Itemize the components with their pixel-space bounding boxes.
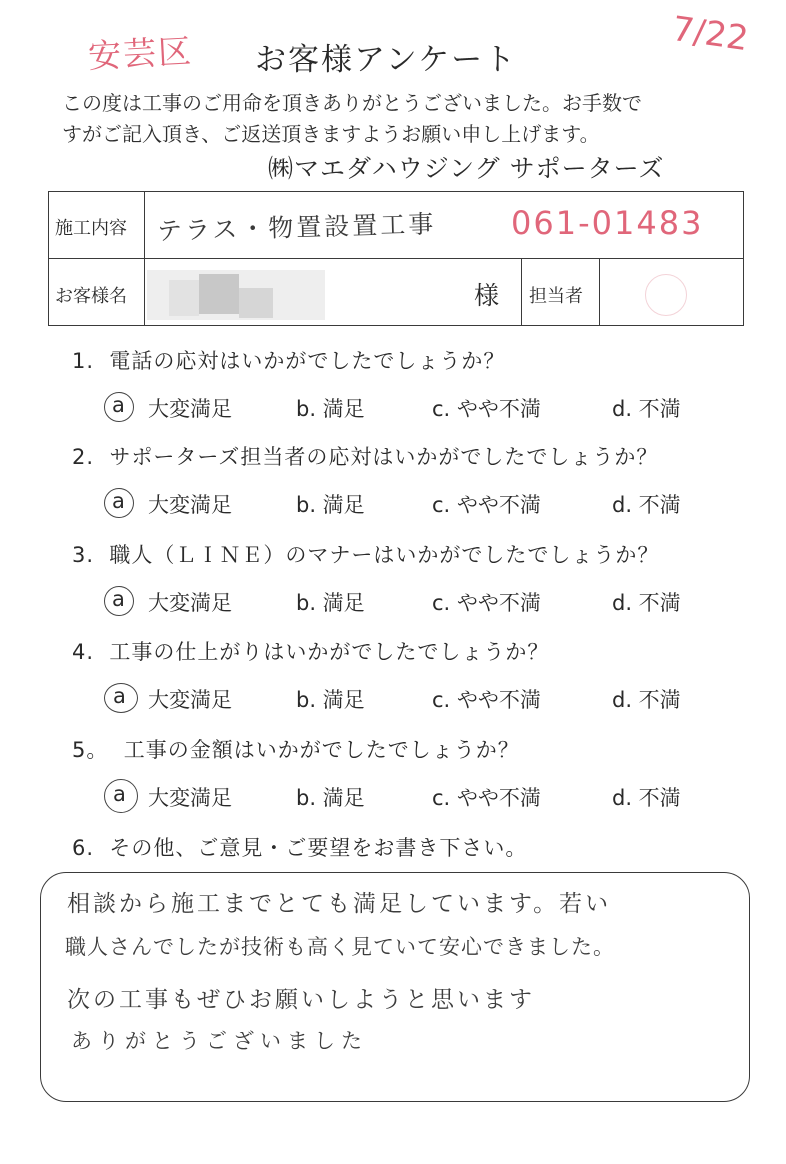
options-row-4 — [104, 683, 744, 713]
comment-line-4: ありがとうございました — [71, 1029, 368, 1053]
comment-textarea[interactable] — [40, 872, 750, 1102]
job-number: 061-01483 — [511, 204, 704, 242]
question-3: 3. 職人（ＬＩＮＥ）のマナーはいかがでしたでしょうか？ — [72, 543, 660, 567]
option-c[interactable]: c. やや不満 — [432, 786, 541, 810]
customer-label: お客様名 — [55, 286, 127, 307]
options-row-1 — [104, 392, 744, 422]
option-c[interactable]: c. やや不満 — [432, 688, 541, 712]
option-b[interactable]: b. 満足 — [296, 688, 365, 712]
option-b[interactable]: b. 満足 — [296, 591, 365, 615]
work-label: 施工内容 — [55, 218, 127, 239]
option-d[interactable]: d. 不満 — [612, 397, 681, 421]
option-a-letter[interactable]: a — [113, 684, 126, 708]
comment-line-3: 次の工事もぜひお願いしようと思います — [67, 987, 535, 1013]
option-a-letter[interactable]: a — [112, 393, 125, 417]
option-b[interactable]: b. 満足 — [296, 493, 365, 517]
option-d[interactable]: d. 不満 — [612, 688, 681, 712]
option-a[interactable]: 大変満足 — [148, 591, 232, 615]
option-a[interactable]: 大変満足 — [148, 688, 232, 712]
info-table — [48, 191, 744, 326]
option-d[interactable]: d. 不満 — [612, 493, 681, 517]
redaction-block — [199, 274, 239, 314]
comment-line-1: 相談から施工までとても満足しています。若い — [67, 891, 612, 917]
question-2: 2. サポーターズ担当者の応対はいかがでしたでしょうか？ — [72, 445, 659, 469]
date-handwritten: 7/22 — [669, 8, 751, 60]
option-a[interactable]: 大変満足 — [148, 493, 232, 517]
option-a-letter[interactable]: a — [113, 782, 126, 806]
staff-seal — [645, 274, 687, 316]
options-row-5 — [104, 781, 744, 811]
table-col-divider — [521, 258, 522, 325]
option-c[interactable]: c. やや不満 — [432, 397, 541, 421]
option-a[interactable]: 大変満足 — [148, 397, 232, 421]
option-a-letter[interactable]: a — [112, 587, 125, 611]
table-col-divider — [144, 192, 145, 325]
question-1: 1. 電話の応対はいかがでしたでしょうか？ — [72, 349, 506, 373]
table-col-divider — [599, 258, 600, 325]
district-handwritten: 安芸区 — [87, 31, 195, 76]
option-a-letter[interactable]: a — [112, 489, 125, 513]
intro-line-2: すがご記入頂き、ご返送頂きますようお願い申し上げます。 — [62, 122, 600, 146]
question-4: 4. 工事の仕上がりはいかがでしたでしょうか？ — [72, 640, 550, 664]
option-b[interactable]: b. 満足 — [296, 397, 365, 421]
company-name: ㈱マエダハウジング サポーターズ — [268, 154, 665, 183]
honorific: 様 — [474, 281, 500, 310]
question-5: 5。 工事の金額はいかがでしたでしょうか？ — [72, 738, 520, 762]
intro-line-1: この度は工事のご用命を頂きありがとうございました。お手数で — [62, 91, 642, 115]
options-row-3 — [104, 586, 744, 616]
option-c[interactable]: c. やや不満 — [432, 493, 541, 517]
intro-text — [62, 88, 742, 150]
work-value[interactable]: テラス・物置設置工事 — [156, 209, 437, 246]
table-row-divider — [49, 258, 743, 259]
option-d[interactable]: d. 不満 — [612, 786, 681, 810]
comment-line-2: 職人さんでしたが技術も高く見ていて安心できました。 — [65, 935, 615, 959]
option-c[interactable]: c. やや不満 — [432, 591, 541, 615]
option-a[interactable]: 大変満足 — [148, 786, 232, 810]
staff-label: 担当者 — [529, 286, 583, 307]
option-d[interactable]: d. 不満 — [612, 591, 681, 615]
redaction-block — [169, 280, 199, 316]
option-b[interactable]: b. 満足 — [296, 786, 365, 810]
options-row-2 — [104, 488, 744, 518]
question-6: 6. その他、ご意見・ご要望をお書き下さい。 — [72, 836, 528, 860]
redaction-block — [239, 288, 273, 318]
page-title: お客様アンケート — [255, 42, 518, 78]
